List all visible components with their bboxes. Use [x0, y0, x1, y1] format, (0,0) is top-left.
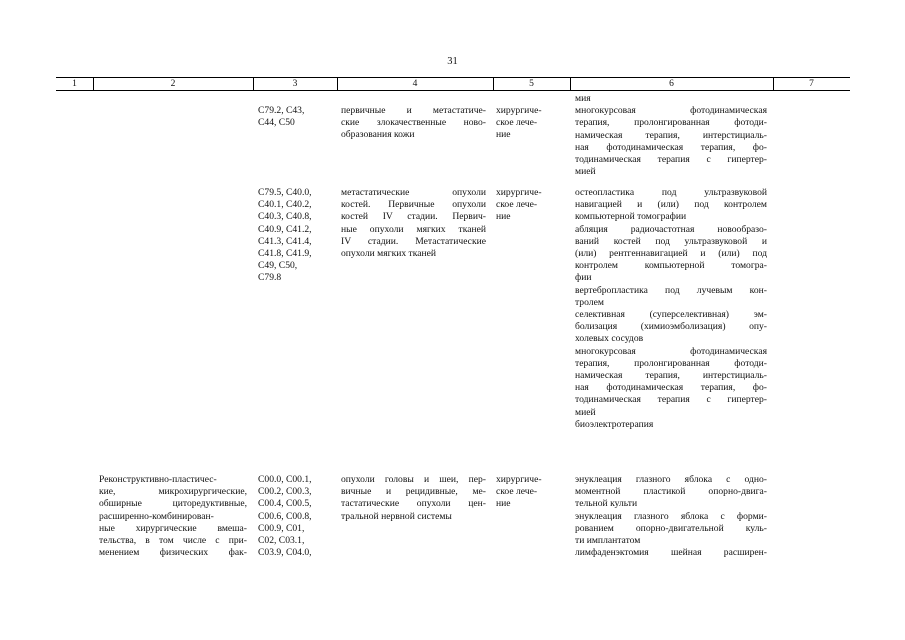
text-line: метастатические опухоли: [341, 187, 486, 198]
table-header-row: [56, 77, 850, 91]
text-line: опухоли мягких тканей: [341, 248, 437, 260]
row1-codes: [258, 105, 332, 129]
text-line: C41.8, C41.9,: [258, 248, 312, 260]
text-line: компьютерной томографии: [575, 211, 687, 223]
header-col-4: 4: [412, 79, 418, 89]
text-line: ные хирургические вмеша-: [99, 522, 247, 534]
text-line: C00.2, C00.3,: [258, 486, 312, 498]
text-line: обширные циторедуктивные,: [99, 498, 247, 510]
text-line: холевых сосудов: [575, 333, 644, 345]
row2-diagnosis: [341, 187, 486, 260]
text-line: ная фотодинамическая терапия, фо-: [575, 382, 767, 394]
text-line: IV стадии. Метастатические: [341, 235, 486, 247]
row1-methods: [575, 93, 767, 178]
text-line: мия: [575, 93, 591, 104]
text-line: костей. Первичные опухоли: [341, 199, 486, 211]
row3-codes: [258, 474, 332, 559]
text-line: хирургиче-: [496, 105, 542, 116]
text-line: лимфаденэктомия шейная расширен-: [575, 547, 767, 559]
text-line: рованием опорно-двигательной куль-: [575, 522, 767, 534]
text-line: ние: [496, 498, 511, 510]
text-line: ское лече-: [496, 117, 538, 129]
text-line: C40.9, C41.2,: [258, 223, 312, 235]
header-col-2: 2: [170, 79, 176, 89]
text-line: навигацией и (или) под контролем: [575, 199, 767, 211]
text-line: расширенно-комбинирован-: [99, 510, 214, 522]
text-line: C00.0, C00.1,: [258, 474, 312, 485]
text-line: ти имплантатом: [575, 535, 641, 547]
text-line: биоэлектротерапия: [575, 418, 654, 430]
row2-treatment-type: [496, 187, 566, 224]
text-line: тельства, в том числе с при-: [99, 535, 247, 547]
text-line: хирургиче-: [496, 474, 542, 485]
text-line: мией: [575, 406, 596, 418]
text-line: тральной нервной системы: [341, 510, 452, 522]
text-line: C79.5, C40.0,: [258, 187, 312, 198]
row3-intervention-type: [99, 474, 247, 559]
text-line: ское лече-: [496, 199, 538, 211]
text-line: намическая терапия, интерстициаль-: [575, 370, 767, 382]
text-line: энуклеация глазного яблока с форми-: [575, 510, 767, 522]
text-line: остеопластика под ультразвуковой: [575, 187, 767, 198]
text-line: вертебропластика под лучевым кон-: [575, 284, 767, 296]
text-line: C00.4, C00.5,: [258, 498, 312, 510]
text-line: C41.3, C41.4,: [258, 235, 312, 247]
text-line: C00.6, C00.8,: [258, 510, 312, 522]
text-line: менением физических фак-: [99, 547, 247, 559]
text-line: ские злокачественные ново-: [341, 117, 486, 129]
text-line: (или) рентгеннавигацией и (или) под: [575, 248, 767, 260]
row1-treatment-type: [496, 105, 566, 142]
text-line: многокурсовая фотодинамическая: [575, 345, 767, 357]
text-line: C40.1, C40.2,: [258, 199, 312, 211]
text-line: мией: [575, 166, 596, 178]
text-line: абляция радиочастотная новообразо-: [575, 223, 767, 235]
row3-diagnosis: [341, 474, 486, 523]
text-line: C49, C50,: [258, 260, 298, 272]
text-line: ние: [496, 129, 511, 141]
text-line: ная фотодинамическая терапия, фо-: [575, 141, 767, 153]
text-line: хирургиче-: [496, 187, 542, 198]
text-line: C40.3, C40.8,: [258, 211, 312, 223]
text-line: C44, C50: [258, 117, 295, 129]
text-line: кие, микрохирургические,: [99, 486, 247, 498]
text-line: терапия, пролонгированная фотоди-: [575, 357, 767, 369]
row3-treatment-type: [496, 474, 566, 511]
text-line: опухоли головы и шеи, пер-: [341, 474, 486, 485]
text-line: Реконструктивно-пластичес-: [99, 474, 217, 485]
text-line: многокурсовая фотодинамическая: [575, 105, 767, 117]
text-line: тодинамическая терапия с гипертер-: [575, 394, 767, 406]
text-line: тодинамическая терапия с гипертер-: [575, 154, 767, 166]
text-line: ние: [496, 211, 511, 223]
text-line: контролем компьютерной томогра-: [575, 260, 767, 272]
text-line: тельной культи: [575, 498, 638, 510]
text-line: болизация (химиоэмболизация) опу-: [575, 321, 767, 333]
row2-methods: [575, 187, 767, 431]
text-line: C79.2, C43,: [258, 105, 305, 116]
text-line: тролем: [575, 296, 604, 308]
text-line: терапия, пролонгированная фотоди-: [575, 117, 767, 129]
row3-methods: [575, 474, 767, 559]
header-col-7: 7: [809, 79, 814, 89]
text-line: образования кожи: [341, 129, 415, 141]
header-col-5: 5: [529, 79, 534, 89]
text-line: моментной пластикой опорно-двига-: [575, 486, 767, 498]
text-line: тастатические опухоли цен-: [341, 498, 486, 510]
row2-codes: [258, 187, 332, 285]
text-line: костей IV стадии. Первич-: [341, 211, 486, 223]
row1-diagnosis: [341, 105, 486, 142]
header-col-1: 1: [72, 79, 77, 89]
text-line: ваний костей под ультразвуковой и: [575, 235, 767, 247]
text-line: C03.9, C04.0,: [258, 547, 312, 559]
header-col-3: 3: [292, 79, 298, 89]
text-line: ные опухоли мягких тканей: [341, 223, 486, 235]
text-line: селективная (суперселективная) эм-: [575, 309, 767, 321]
text-line: фии: [575, 272, 592, 284]
text-line: вичные и рецидивные, ме-: [341, 486, 486, 498]
text-line: C02, C03.1,: [258, 535, 305, 547]
text-line: C79.8: [258, 272, 282, 284]
header-col-6: 6: [669, 79, 674, 89]
page-number: 31: [447, 56, 458, 67]
text-line: ское лече-: [496, 486, 538, 498]
text-line: C00.9, C01,: [258, 522, 305, 534]
text-line: намическая терапия, интерстициаль-: [575, 129, 767, 141]
text-line: первичные и метастатиче-: [341, 105, 486, 116]
text-line: энуклеация глазного яблока с одно-: [575, 474, 767, 485]
